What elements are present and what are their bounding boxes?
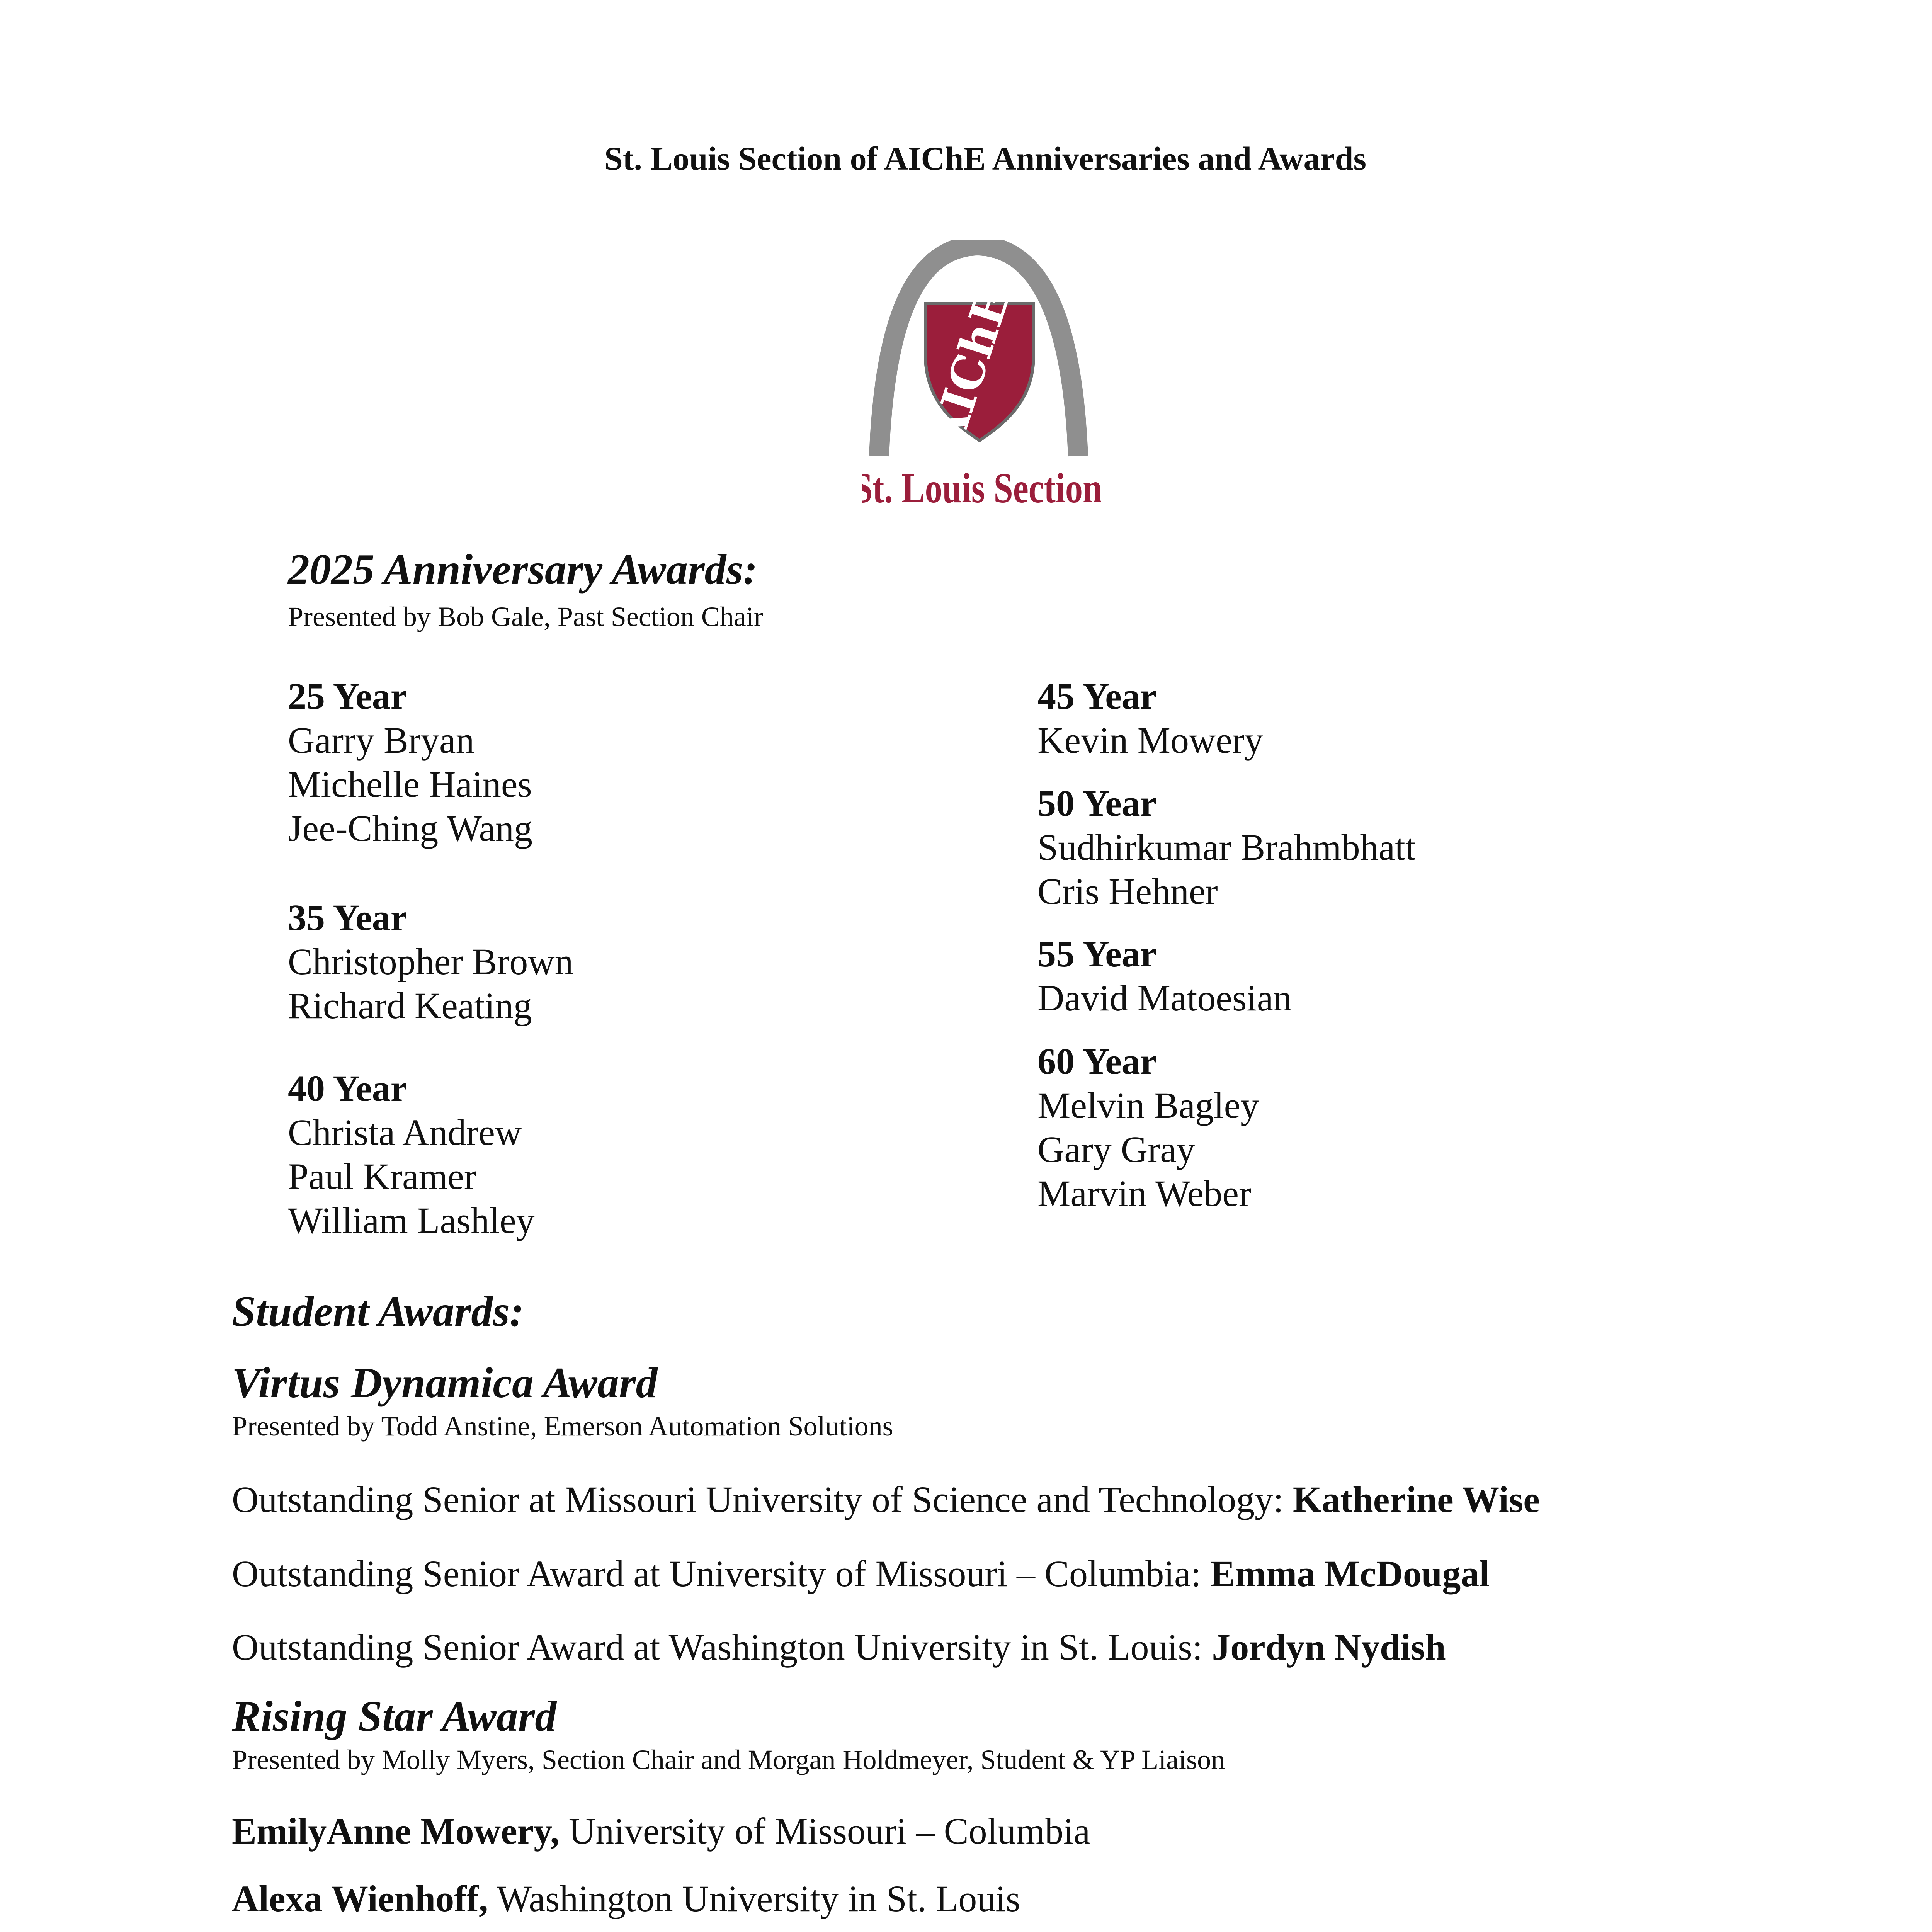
anniversary-group-35	[288, 896, 573, 1028]
shield-lettering: AIChE	[919, 283, 1020, 453]
anniversary-group-60	[1037, 1039, 1259, 1216]
award-winner: Emma McDougal	[1210, 1553, 1490, 1594]
honoree-name: William Lashley	[288, 1200, 535, 1241]
award-winner: EmilyAnne Mowery,	[232, 1810, 560, 1852]
group-label: 35 Year	[288, 897, 407, 938]
anniversary-group-55	[1037, 932, 1292, 1020]
anniversary-group-40	[288, 1066, 535, 1243]
award-description: Outstanding Senior at Missouri University of Science and Technology:	[232, 1479, 1293, 1520]
aiche-st-louis-logo	[862, 240, 1101, 510]
group-label: 45 Year	[1037, 675, 1157, 717]
award-winner: Katherine Wise	[1293, 1479, 1540, 1520]
award-winner: Alexa Wienhoff,	[232, 1878, 488, 1919]
virtus-presenter: Presented by Todd Anstine, Emerson Automation Solutions	[232, 1411, 893, 1442]
anniversary-group-50	[1037, 781, 1416, 913]
honoree-name: Gary Gray	[1037, 1129, 1195, 1170]
honoree-name: Christa Andrew	[288, 1112, 522, 1153]
student-awards-heading: Student Awards:	[232, 1287, 524, 1335]
honoree-name: Garry Bryan	[288, 719, 474, 761]
honoree-name: Paul Kramer	[288, 1156, 476, 1197]
virtus-award-line	[232, 1478, 1540, 1521]
virtus-award-line	[232, 1626, 1446, 1668]
honoree-name: Michelle Haines	[288, 764, 532, 805]
winner-school: University of Missouri – Columbia	[559, 1810, 1090, 1852]
logo-caption: St. Louis Section	[862, 464, 1101, 510]
winner-school: Washington University in St. Louis	[488, 1878, 1020, 1919]
group-label: 25 Year	[288, 675, 407, 717]
honoree-name: Jee-Ching Wang	[288, 808, 533, 849]
honoree-name: Marvin Weber	[1037, 1173, 1251, 1214]
rising-star-heading: Rising Star Award	[232, 1692, 557, 1740]
virtus-award-heading: Virtus Dynamica Award	[232, 1359, 658, 1407]
honoree-name: Kevin Mowery	[1037, 719, 1263, 761]
anniversary-group-45	[1037, 674, 1263, 762]
honoree-name: David Matoesian	[1037, 977, 1292, 1019]
document-title: St. Louis Section of AIChE Anniversaries and Awards	[604, 140, 1366, 177]
rising-star-line	[232, 1810, 1090, 1852]
award-winner: Jordyn Nydish	[1212, 1626, 1446, 1668]
group-label: 55 Year	[1037, 933, 1157, 975]
rising-star-presenter: Presented by Molly Myers, Section Chair and Morgan Holdmeyer, Student & YP Liaison	[232, 1744, 1225, 1775]
honoree-name: Christopher Brown	[288, 941, 573, 982]
anniversary-group-25	[288, 674, 532, 850]
group-label: 40 Year	[288, 1068, 407, 1109]
honoree-name: Melvin Bagley	[1037, 1085, 1259, 1126]
honoree-name: Cris Hehner	[1037, 871, 1218, 912]
honoree-name: Richard Keating	[288, 985, 532, 1026]
honoree-name: Sudhirkumar Brahmbhatt	[1037, 827, 1416, 868]
award-description: Outstanding Senior Award at Washington University in St. Louis:	[232, 1626, 1212, 1668]
group-label: 60 Year	[1037, 1041, 1157, 1082]
award-description: Outstanding Senior Award at University of Missouri – Columbia:	[232, 1553, 1211, 1594]
anniversary-presenter: Presented by Bob Gale, Past Section Chair	[288, 601, 763, 632]
anniversary-heading: 2025 Anniversary Awards:	[288, 546, 758, 594]
group-label: 50 Year	[1037, 782, 1157, 824]
rising-star-line	[232, 1877, 1020, 1920]
logo-graphic	[862, 240, 1101, 510]
virtus-award-line	[232, 1552, 1490, 1595]
